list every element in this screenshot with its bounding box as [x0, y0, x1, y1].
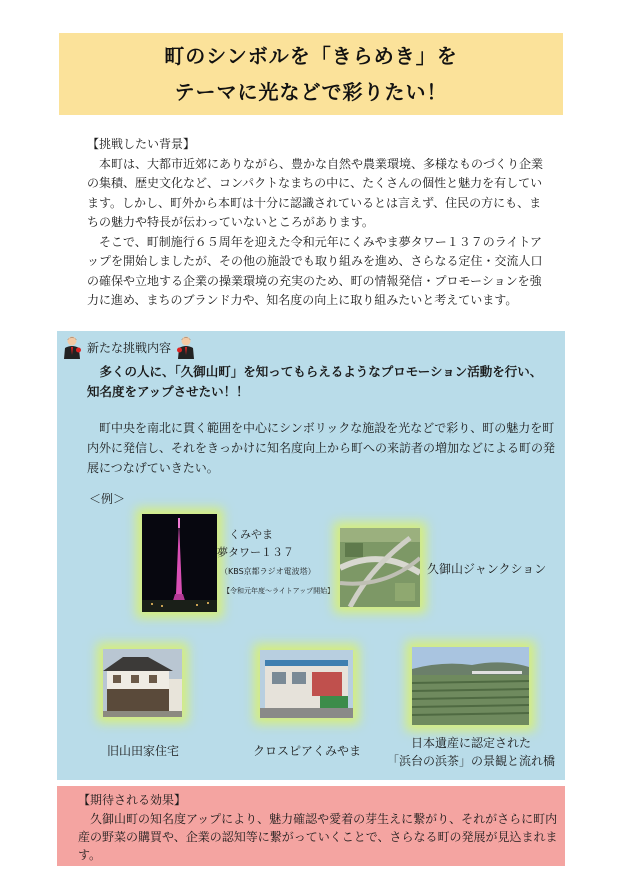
tower-name-line-2: 夢タワー１３７	[217, 546, 294, 559]
businessman-icon	[177, 335, 195, 359]
title-banner	[59, 33, 563, 115]
crossbia-caption: クロスピアくみやま	[252, 744, 361, 758]
crossbia-illustration	[260, 650, 353, 718]
challenge-header	[63, 335, 195, 359]
background-section	[87, 135, 547, 311]
junction-caption: 久御山ジャンクション	[427, 562, 547, 576]
effect-text: 久御山町の知名度アップにより、魅力確認や愛着の芽生えに繋がり、それがさらに町内産の野菜の購買や、企業の認知等に繋がっていくことで、さらなる町の発展が見込まれます。	[78, 812, 558, 862]
background-heading: 【挑戦したい背景】	[87, 137, 196, 151]
challenge-lead	[87, 362, 557, 402]
tea-field-photo	[412, 647, 529, 725]
background-paragraph-1: 本町は、大都市近郊にありながら、豊かな自然や農業環境、多様なものづくり企業の集積、歴史文化など、コンパクトなまちの中に、たくさんの個性と魅力を有しています。しかし、町外から本町は十分に認識されているとは言えず、住民の方にも、まちの魅力や特長が伝わっていないところがあります。	[87, 156, 544, 229]
house-photo	[103, 649, 182, 717]
example-label: ＜例＞	[89, 492, 126, 506]
house-caption: 旧山田家住宅	[106, 744, 179, 758]
effect-section	[57, 786, 565, 866]
junction-photo	[340, 528, 420, 607]
challenge-heading: 新たな挑戦内容	[87, 340, 172, 355]
junction-illustration	[340, 528, 420, 607]
tea-caption	[382, 734, 560, 770]
tea-field-illustration	[412, 647, 529, 725]
tea-name-line-1: 日本遺産に認定された	[410, 736, 531, 750]
lead-line-1: 多くの人に、「久御山町」を知ってもらえるようなプロモーション活動を行い、	[99, 364, 543, 379]
title-line-2: テーマに光などで彩りたい！	[174, 80, 448, 104]
challenge-section	[57, 331, 565, 780]
crossbia-photo	[260, 650, 353, 718]
challenge-body-text: 町中央を南北に貫く範囲を中心にシンボリックな施設を光などで彩り、町の魅力を町内外に発信し、それをきっかけに知名度向上から町への来訪者の増加などによる町の発展につなげていきたい。	[87, 421, 556, 475]
tower-photo	[142, 514, 217, 612]
tower-name-line-1: くみやま	[229, 528, 273, 541]
house-illustration	[103, 649, 182, 717]
tower-sub-1: （KBS京都ラジオ電波塔）	[220, 567, 316, 576]
challenge-body	[87, 418, 557, 478]
tower-caption	[217, 526, 302, 562]
title-line-1: 町のシンボルを「きらめき」を	[164, 44, 458, 68]
effect-heading: 【期待される効果】	[78, 793, 187, 807]
background-paragraph-2: そこで、町制施行６５周年を迎えた令和元年にくみやま夢タワー１３７のライトアップを開始しましたが、その他の施設でも取り組みを進め、さらなる定住・交流人口の確保や立地する企業の操業環境の充実のため、町の情報発信・プロモーションを強力に進め、まちのブランド力や、知名度の向上に取り組みたいと考えています。	[87, 234, 543, 307]
businessman-icon	[63, 335, 81, 359]
tea-name-line-2: 「浜台の浜茶」の景観と流れ橋	[386, 754, 555, 768]
tower-illustration	[142, 514, 217, 612]
tower-sub-2: 【令和元年度～ライトアップ開始】	[223, 587, 335, 595]
lead-line-2: 知名度をアップさせたい！！	[87, 384, 249, 399]
